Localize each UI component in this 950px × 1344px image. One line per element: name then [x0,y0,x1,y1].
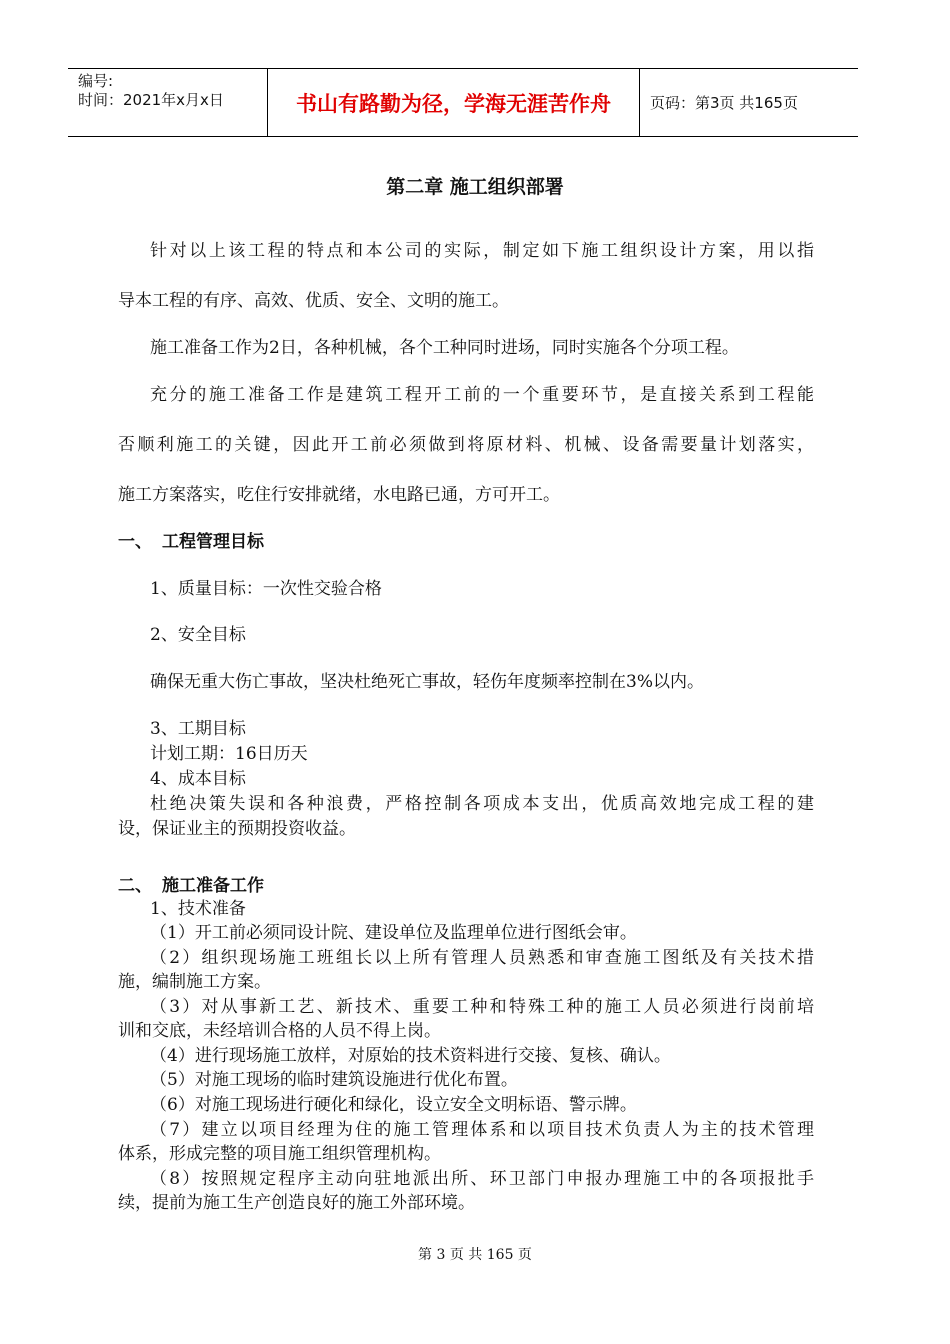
safety-detail: 确保无重大伤亡事故，坚决杜绝死亡事故，轻伤年度频率控制在3%以内。 [150,672,704,692]
tech-item-4: （4）进行现场施工放样，对原始的技术资料进行交接、复核、确认。 [150,1046,671,1066]
tech-item-7-line2: 体系，形成完整的项目施工组织管理机构。 [118,1144,441,1164]
schedule-detail: 计划工期：16日历天 [150,744,308,764]
tech-item-2-line1: （2）组织现场施工班组长以上所有管理人员熟悉和审查施工图纸及有关技术措 [150,948,814,968]
quality-goal: 1、质量目标：一次性交验合格 [150,579,382,599]
tech-item-3-line1: （3）对从事新工艺、新技术、重要工种和特殊工种的施工人员必须进行岗前培 [150,997,814,1017]
header-page-info: 页码：第3页 共165页 [650,94,798,112]
schedule-goal: 3、工期目标 [150,719,246,739]
intro-p3-line3: 施工方案落实，吃住行安排就绪，水电路已通，方可开工。 [118,485,560,505]
tech-item-5: （5）对施工现场的临时建筑设施进行优化布置。 [150,1070,518,1090]
section2-heading [118,871,264,896]
tech-item-8-line1: （8）按照规定程序主动向驻地派出所、环卫部门申报办理施工中的各项报批手 [150,1169,814,1189]
section1-heading [118,527,264,552]
page-header [68,68,858,137]
header-meta [68,69,268,136]
tech-item-2-line2: 施，编制施工方案。 [118,972,271,992]
tech-item-7-line1: （7）建立以项目经理为住的施工管理体系和以项目技术负责人为主的技术管理 [150,1120,814,1140]
code-label: 编号: [78,72,114,90]
tech-prep: 1、技术准备 [150,899,246,919]
intro-p1-line1: 针对以上该工程的特点和本公司的实际，制定如下施工组织设计方案，用以指 [150,241,814,261]
section2-number: 二、 [118,876,152,896]
intro-p2: 施工准备工作为2日，各种机械，各个工种同时进场，同时实施各个分项工程。 [150,338,739,358]
section1-number: 一、 [118,532,152,552]
cost-detail-line2: 设，保证业主的预期投资收益。 [118,819,356,839]
intro-p3-line1: 充分的施工准备工作是建筑工程开工前的一个重要环节，是直接关系到工程能 [150,385,814,405]
intro-p3-line2: 否顺利施工的关键，因此开工前必须做到将原材料、机械、设备需要量计划落实， [118,435,814,455]
tech-item-6: （6）对施工现场进行硬化和绿化，设立安全文明标语、警示牌。 [150,1095,637,1115]
section1-title: 工程管理目标 [162,532,264,552]
cost-detail-line1: 杜绝决策失误和各种浪费，严格控制各项成本支出，优质高效地完成工程的建 [150,794,814,814]
tech-item-8-line2: 续，提前为施工生产创造良好的施工外部环境。 [118,1193,475,1213]
chapter-title: 第二章 施工组织部署 [386,176,564,198]
tech-item-3-line2: 训和交底，未经培训合格的人员不得上岗。 [118,1021,441,1041]
tech-item-1: （1）开工前必须同设计院、建设单位及监理单位进行图纸会审。 [150,923,637,943]
section2-title: 施工准备工作 [162,876,264,896]
intro-p1-line2: 导本工程的有序、高效、优质、安全、文明的施工。 [118,291,509,311]
page-footer: 第 3 页 共 165 页 [418,1247,532,1263]
cost-goal: 4、成本目标 [150,769,246,789]
safety-goal: 2、安全目标 [150,625,246,645]
time-label: 时间：2021年x月x日 [78,91,224,109]
header-motto: 书山有路勤为径，学海无涯苦作舟 [268,69,640,136]
